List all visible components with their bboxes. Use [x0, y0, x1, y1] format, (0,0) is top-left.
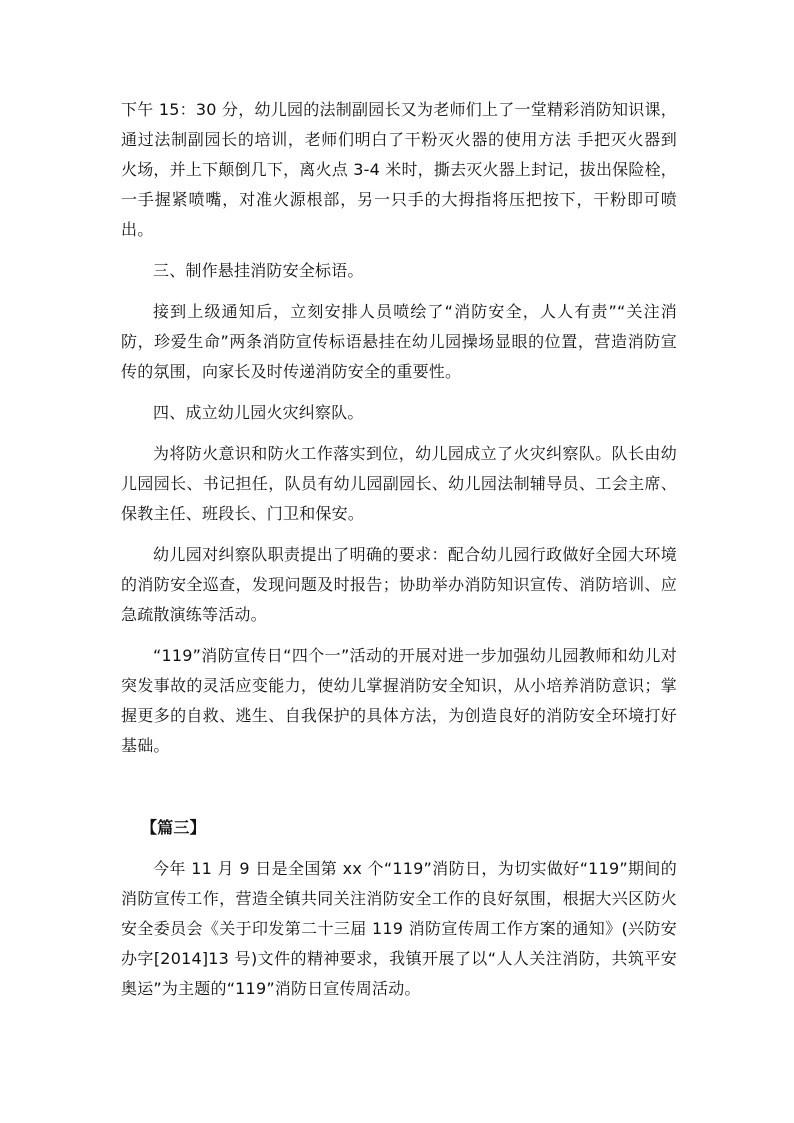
document-body: [121, 95, 677, 1004]
paragraph-fire-day-intro: 今年 11 月 9 日是全国第 xx 个“119”消防日，为切实做好“119”期间的消防宣传工作，营造全镇共同关注消防安全工作的良好氛围，根据大兴区防火安全委员会《关于印发第二十三届 119 消防宣传周工作方案的通知》(兴防安办字[2014]13 号)文件的精神要求，我镇开展了以“人人关注消防，共筑平安奥运”为主题的“119”消防日宣传周活动。: [121, 859, 677, 998]
heading-section-three: 三、制作悬挂消防安全标语。: [153, 261, 364, 280]
paragraph-patrol-team: 为将防火意识和防火工作落实到位，幼儿园成立了火灾纠察队。队长由幼儿园园长、书记担任，队员有幼儿园副园长、幼儿园法制辅导员、工会主席、保教主任、班段长、门卫和保安。: [121, 444, 677, 523]
paragraph-fire-extinguisher-training: 下午 15：30 分，幼儿园的法制副园长又为老师们上了一堂精彩消防知识课，通过法制副园长的培训，老师们明白了干粉灭火器的使用方法 手把灭火器到火场，并上下颠倒几下，离火点 3-4 米时，撕去灭火器上封记，拔出保险栓，一手握紧喷嘴，对准火源根部，另一只手的大拇指将压把按下，干粉即可喷出。: [121, 100, 677, 239]
heading-section-four: 四、成立幼儿园火灾纠察队。: [153, 403, 364, 422]
paragraph-patrol-duties: 幼儿园对纠察队职责提出了明确的要求：配合幼儿园行政做好全园大环境的消防安全巡查，发现问题及时报告；协助举办消防知识宣传、消防培训、应急疏散演练等活动。: [121, 545, 677, 624]
paragraph-activity-summary: “119”消防宣传日“四个一”活动的开展对进一步加强幼儿园教师和幼儿对突发事故的灵活应变能力，使幼儿掌握消防安全知识，从小培养消防意识；掌握更多的自救、逃生、自我保护的具体方法，为创造良好的消防安全环境打好基础。: [121, 646, 677, 755]
paragraph-safety-slogans: 接到上级通知后，立刻安排人员喷绘了“消防安全，人人有责”“关注消防，珍爱生命”两条消防宣传标语悬挂在幼儿园操场显眼的位置，营造消防宣传的氛围，向家长及时传递消防安全的重要性。: [121, 302, 677, 381]
section-title-part-three: 【篇三】: [141, 818, 206, 837]
